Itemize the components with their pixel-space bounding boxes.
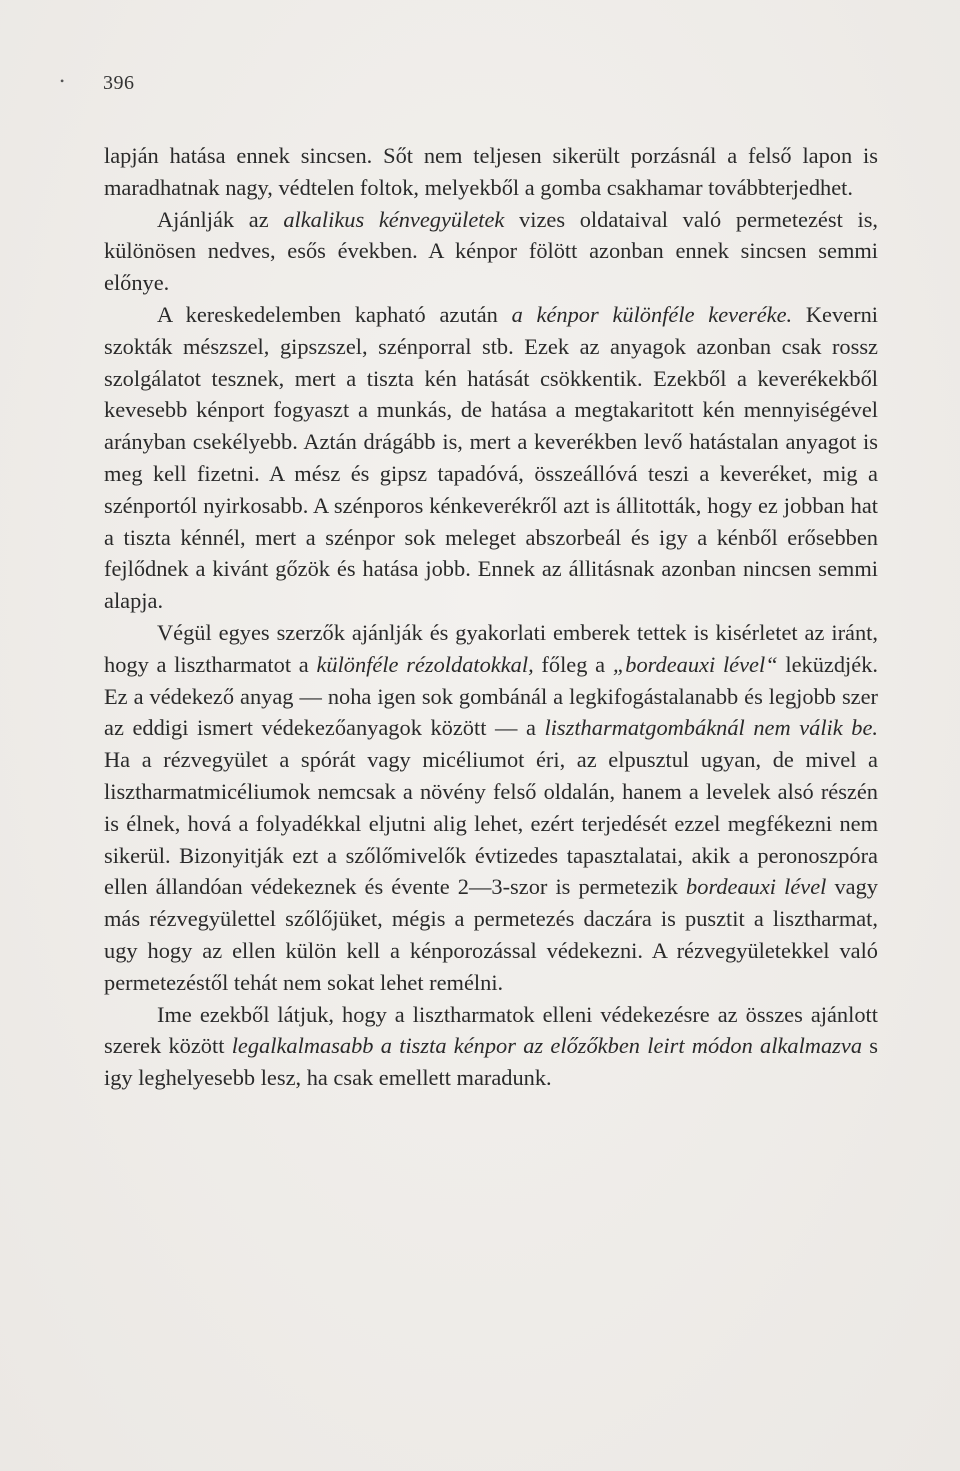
text-segment: főleg a (533, 651, 613, 677)
paragraph-4 (104, 617, 878, 999)
italic-term: a kénpor különféle keveréke. (511, 301, 793, 327)
paragraph-3 (104, 299, 878, 617)
paragraph-5 (104, 999, 878, 1094)
italic-term: „bordeauxi lével“ (612, 651, 778, 677)
body-text (104, 140, 878, 1094)
text-segment: leküzdjék. Ez a védekező anyag — noha igen sok gombánál a legkifogástalanabb és legjobb szer az eddigi ismert védekezőanyagok között — a (104, 651, 879, 741)
margin-dot: • (60, 74, 65, 88)
italic-term: legalkalmasabb a tiszta kénpor az előzőkben leirt módon alkalmazva (231, 1033, 863, 1059)
page-number: 396 (103, 72, 135, 94)
text-segment: Ha a rézvegyület a spórát vagy micéliumot éri, az elpusztul ugyan, de mivel a lisztharmatmicéliumok nemcsak a növény felső oldalán, hanem a levelek alsó részén is élnek, hová a folyadékkal eljutni alig lehet, ezért terjedését ezzel megfékezni nem sikerül. Bizonyitják ezt a szőlőmivelők évtizedes tapasztalatai, akik a peronoszpóra ellen állandóan védekeznek és évente 2—3-szor is permetezik (104, 747, 878, 900)
text-segment: vizes oldataival való permetezést is, különösen nedves, esős években. A kénpor fölött azonban ennek sincsen semmi előnye. (104, 206, 879, 296)
text-segment: vagy más rézvegyülettel szőlőjüket, mégis a permetezés daczára is pusztit a lisztharmat, ugy hogy az ellen külön kell a kénporozással védekezni. A rézvegyületekkel való permetezéstől tehát nem sokat lehet remélni. (104, 874, 879, 995)
italic-term: különféle rézoldatokkal, (316, 651, 534, 677)
italic-term: lisztharmatgombáknál nem válik be. (544, 715, 879, 741)
text-segment: Keverni szokták mészszel, gipszszel, szénporral stb. Ezek az anyagok azonban csak rossz szolgálatot tesznek, mert a tiszta kén hatását csökkentik. Ezekből a keverékekből kevesebb kénport fogyaszt a munkás, de hatása a megtakaritott kén mennyiségével arányban csekélyebb. Aztán drágább is, mert a keverékben levő hatástalan anyagot is meg kell fizetni. A mész és gipsz tapadóvá, összeállóvá teszi a keveréket, mig a szénportól nyirkosabb. A szénporos kénkeverékről azt is állitották, hogy ez jobban hat a tiszta kénnél, mert a szénpor sok meleget abszorbeál és igy a kénből erősebben fejlődnek a kivánt gőzök és hatása jobb. Ennek az állitásnak azonban nincsen semmi alapja. (104, 301, 878, 614)
text-segment: A kereskedelemben kapható azután (157, 301, 512, 327)
italic-term: alkalikus kénvegyületek (283, 206, 505, 232)
text-segment: Ime ezekből látjuk, hogy a lisztharmatok elleni védekezésre az összes ajánlott szerek között (104, 1001, 878, 1059)
text-segment: s igy leghelyesebb lesz, ha csak emellett maradunk. (104, 1033, 879, 1091)
text-segment: lapján hatása ennek sincsen. Sőt nem teljesen sikerült porzásnál a felső lapon is maradhatnak nagy, védtelen foltok, melyekből a gomba csakhamar továbbterjedhet. (104, 143, 878, 200)
paragraph-2 (104, 204, 878, 299)
text-segment: Végül egyes szerzők ajánlják és gyakorlati emberek tettek is kisérletet az iránt, hogy a lisztharmatot a (104, 619, 878, 677)
paragraph-1 (104, 140, 878, 204)
text-segment: Ajánlják az (157, 206, 284, 232)
italic-term: bordeauxi lével (686, 874, 827, 900)
